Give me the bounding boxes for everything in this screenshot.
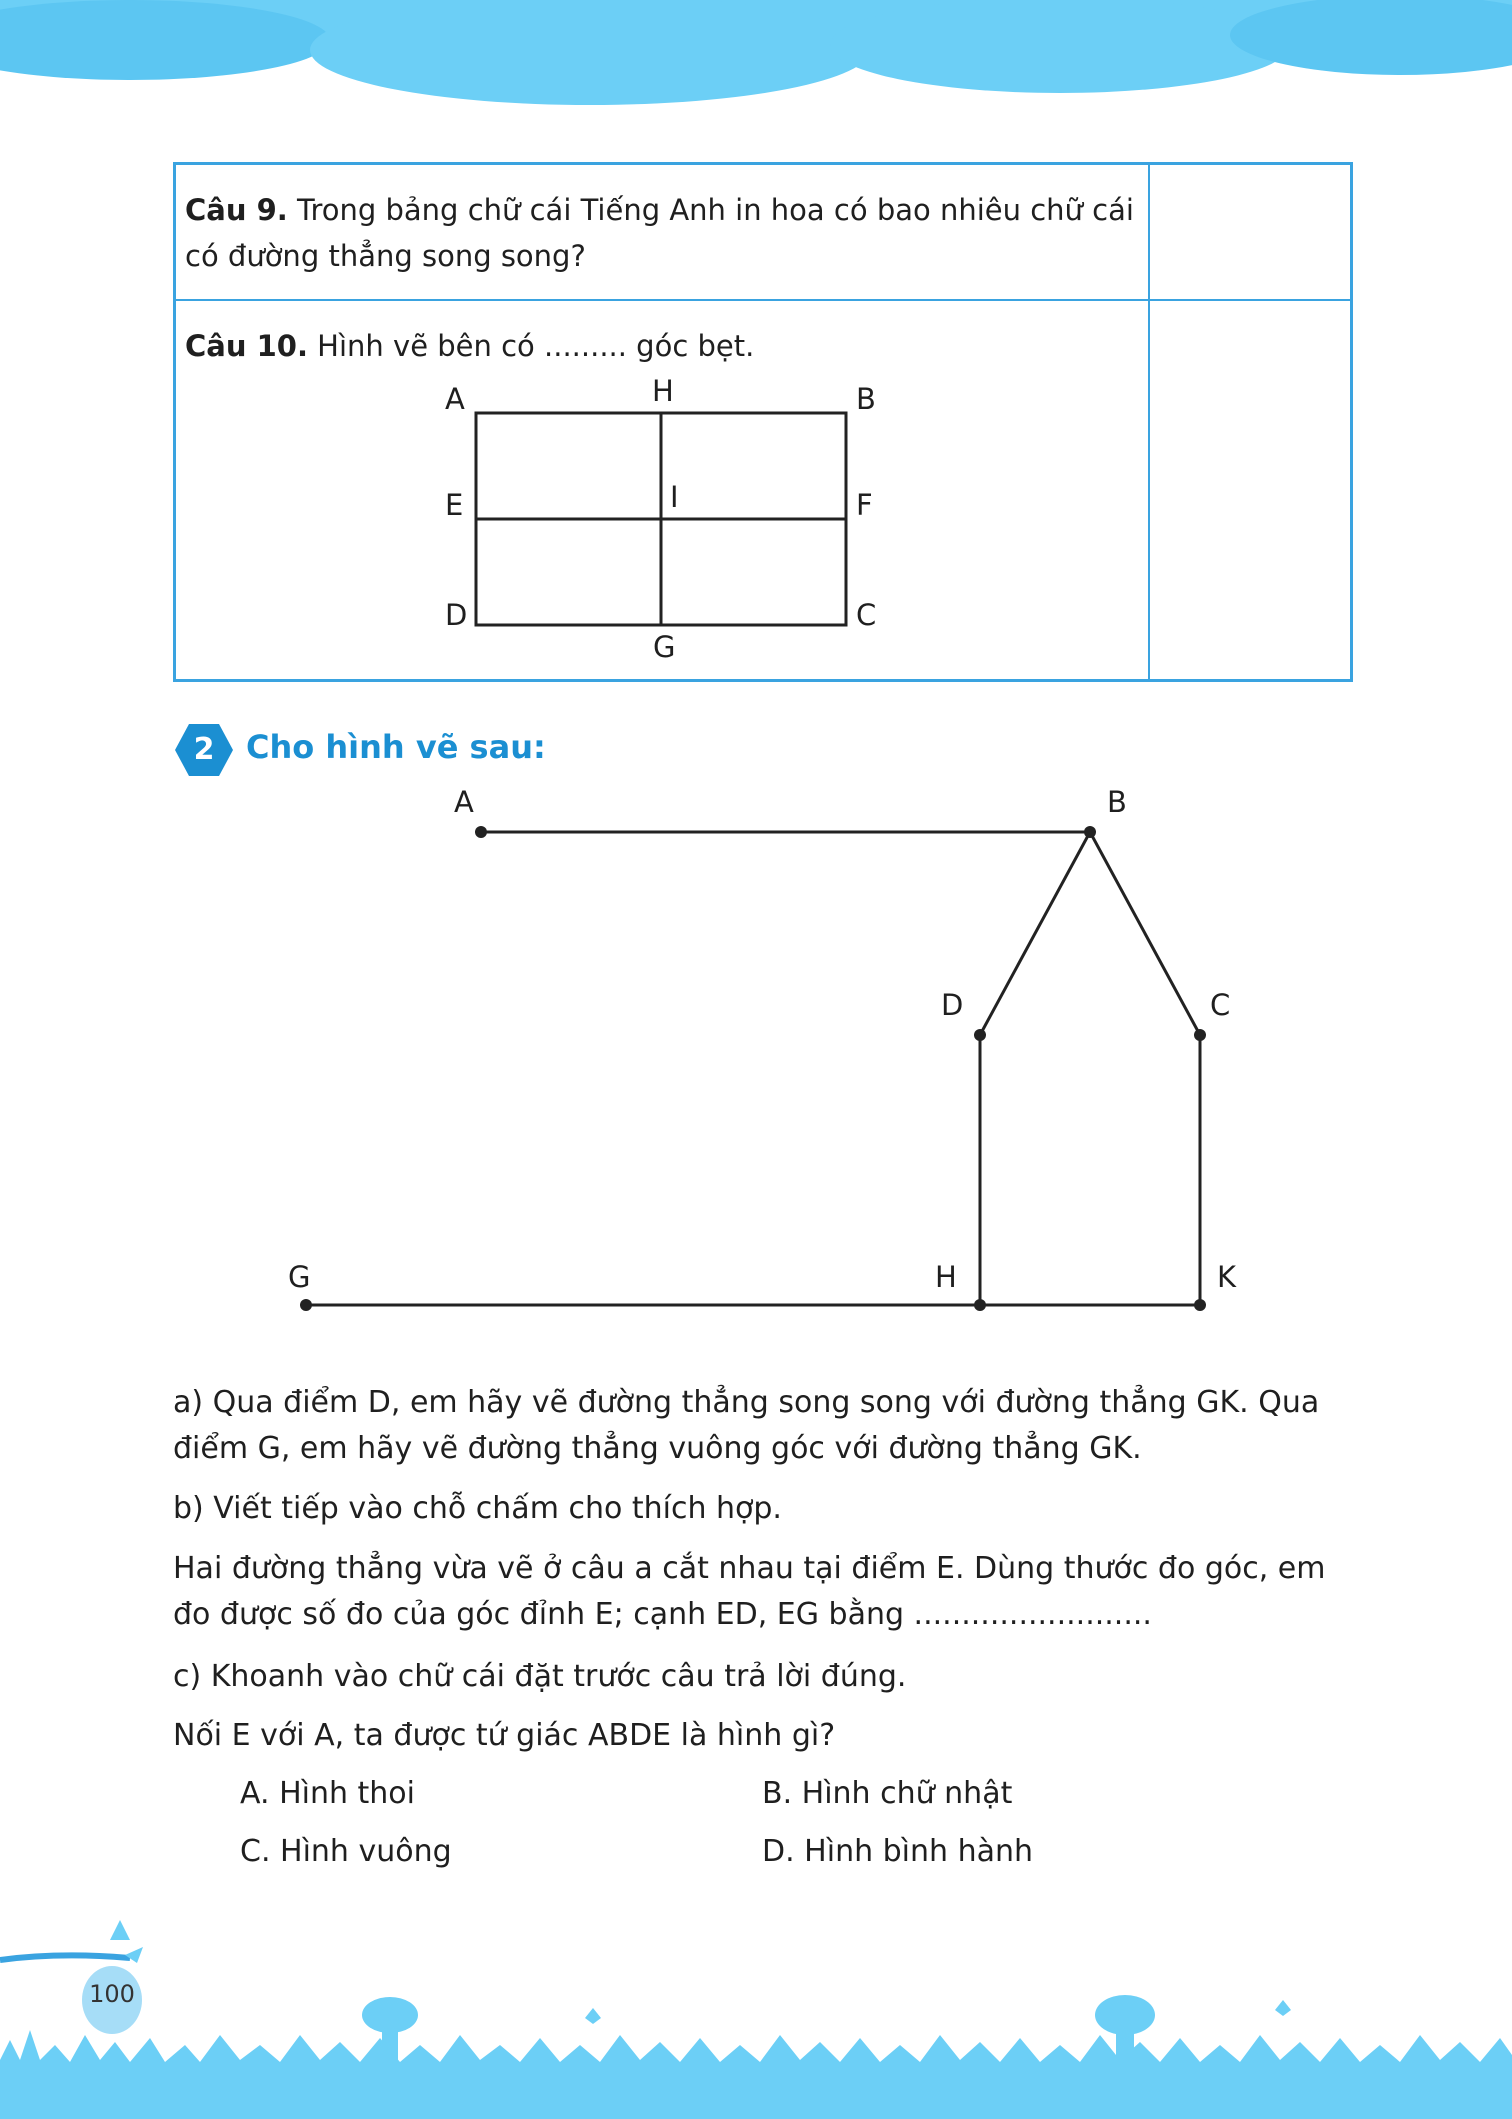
house-label-a: A [454, 785, 474, 819]
part-b-text: Hai đường thẳng vừa vẽ ở câu a cắt nhau tại điểm E. Dùng thước đo góc, em đo được số đo của góc đỉnh E; cạnh ED, EG bằng ......................... [173, 1551, 1326, 1632]
segment-bd [980, 832, 1090, 1035]
point-label-c: C [856, 598, 877, 632]
point-label-b: B [856, 382, 876, 416]
point-h [974, 1299, 986, 1311]
section-title: Cho hình vẽ sau: [246, 728, 546, 766]
option-c[interactable]: C. Hình vuông [240, 1834, 452, 1869]
part-c-title: c) Khoanh vào chữ cái đặt trước câu trả lời đúng. [173, 1659, 907, 1694]
house-label-c: C [1210, 988, 1231, 1022]
option-b[interactable]: B. Hình chữ nhật [762, 1776, 1013, 1811]
house-label-g: G [288, 1260, 311, 1294]
point-c [1194, 1029, 1206, 1041]
point-label-g: G [653, 630, 676, 664]
point-d [974, 1029, 986, 1041]
footer-grass-decoration [0, 1880, 1512, 2119]
point-label-d: D [445, 598, 468, 632]
house-label-d: D [941, 988, 964, 1022]
point-k [1194, 1299, 1206, 1311]
question-10-text: Hình vẽ bên có ......... góc bẹt. [307, 329, 755, 363]
house-label-h: H [935, 1260, 957, 1294]
part-b-title: b) Viết tiếp vào chỗ chấm cho thích hợp. [173, 1491, 782, 1526]
option-d[interactable]: D. Hình bình hành [762, 1834, 1033, 1869]
segment-bc [1090, 832, 1200, 1035]
point-label-f: F [856, 488, 873, 522]
point-label-e: E [445, 488, 464, 522]
point-label-a: A [445, 382, 465, 416]
question-9-label: Câu 9. [185, 193, 288, 227]
point-g [300, 1299, 312, 1311]
house-label-b: B [1107, 785, 1127, 819]
house-label-k: K [1217, 1260, 1237, 1294]
question-9-text: Trong bảng chữ cái Tiếng Anh in hoa có bao nhiêu chữ cái có đường thẳng song song? [185, 193, 1134, 273]
page-number: 100 [89, 1980, 135, 2008]
part-c-question: Nối E với A, ta được tứ giác ABDE là hình gì? [173, 1718, 836, 1753]
point-label-h: H [652, 374, 674, 408]
question-10-label: Câu 10. [185, 329, 308, 363]
point-b [1084, 826, 1096, 838]
option-a[interactable]: A. Hình thoi [240, 1776, 415, 1811]
point-label-i: I [670, 480, 679, 514]
section-number: 2 [193, 732, 215, 767]
point-a [475, 826, 487, 838]
part-a-text: a) Qua điểm D, em hãy vẽ đường thẳng song song với đường thẳng GK. Qua điểm G, em hãy vẽ đường thẳng vuông góc với đường thẳng GK. [173, 1385, 1320, 1466]
